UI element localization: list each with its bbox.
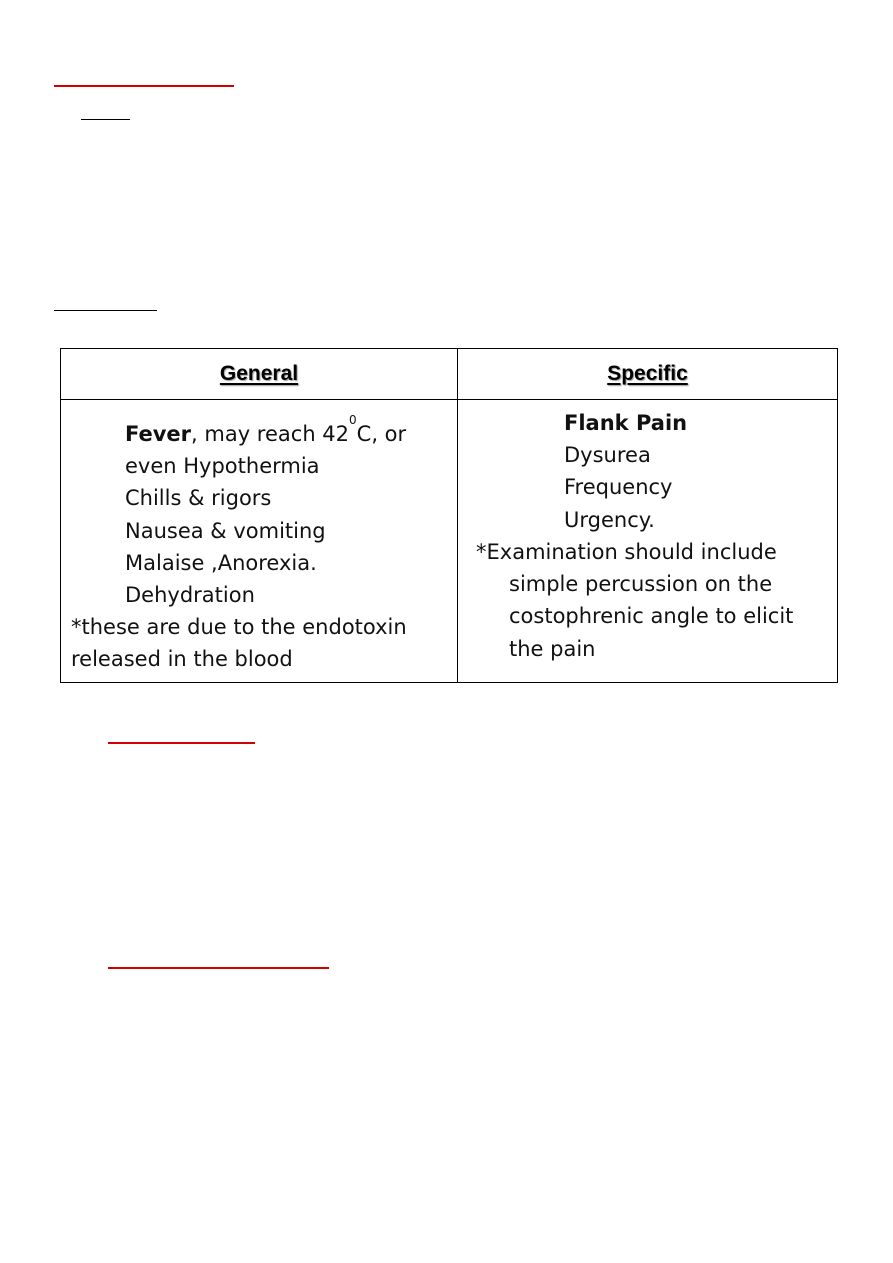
note-line: *these are due to the endotoxin — [71, 615, 407, 639]
list-item: Urgency. — [564, 507, 655, 532]
fever-unit: C, or — [356, 422, 407, 446]
general-column-header: General — [61, 349, 458, 400]
list-item: even Hypothermia — [125, 454, 320, 479]
list-item: Frequency — [564, 475, 673, 500]
symptoms-heading-underline — [54, 310, 157, 311]
list-item: Dehydration — [125, 583, 255, 608]
fever-text: , may reach 42 — [191, 422, 350, 446]
specific-symptom-list — [564, 407, 687, 536]
subsection-heading-underline — [108, 742, 255, 744]
list-item: Nausea & vomiting — [125, 518, 326, 543]
specific-cell — [458, 400, 838, 683]
fever-label: Fever — [125, 422, 192, 446]
note-line: *Examination should include — [476, 540, 777, 564]
general-cell — [61, 400, 458, 683]
subheading-underline — [81, 119, 130, 120]
list-item: Chills & rigors — [125, 486, 272, 511]
general-symptom-list — [125, 413, 407, 611]
note-line: released in the blood — [71, 647, 293, 672]
symptoms-table — [60, 348, 838, 683]
note-line: costophrenic angle to elicit — [509, 604, 794, 629]
section-heading-underline — [54, 85, 234, 87]
degree-sign: 0 — [349, 413, 357, 427]
flank-pain-label: Flank Pain — [564, 411, 688, 435]
note-line: simple percussion on the — [509, 572, 773, 597]
list-item: Malaise ,Anorexia. — [125, 550, 317, 575]
note-line: the pain — [509, 636, 596, 661]
list-item — [564, 407, 687, 439]
specific-column-header: Specific — [458, 349, 838, 400]
list-item — [125, 413, 407, 450]
specific-note — [476, 536, 793, 665]
general-note — [71, 611, 451, 675]
subsection-heading-underline — [108, 967, 329, 969]
list-item: Dysurea — [564, 443, 651, 468]
